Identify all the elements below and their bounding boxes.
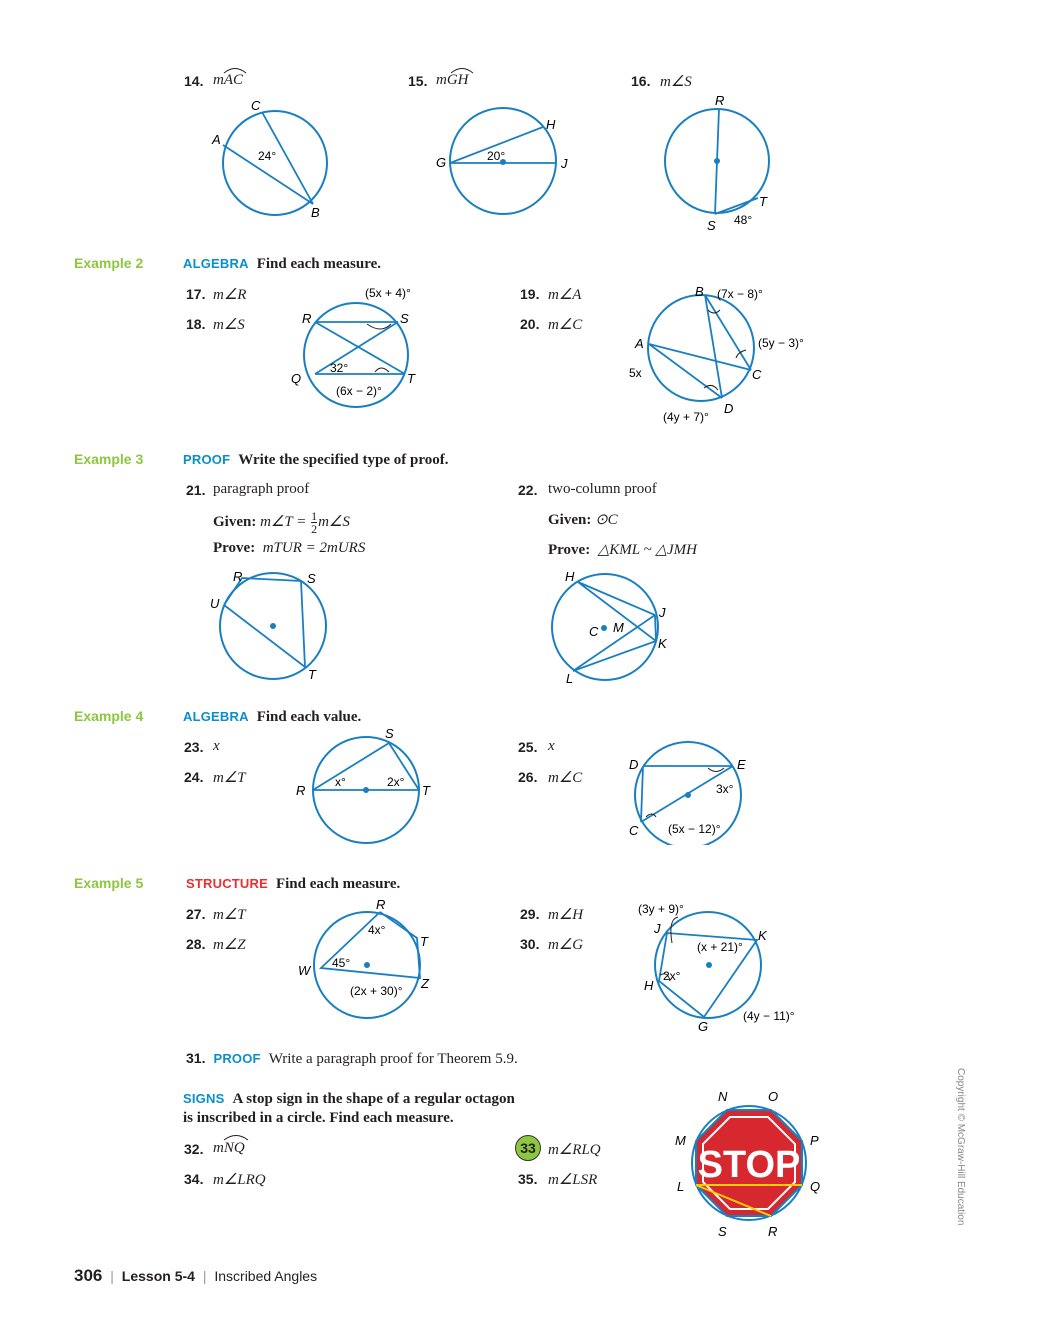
problem-27-number: 27. — [186, 906, 206, 922]
label-K: K — [758, 928, 767, 943]
problem-32-text: mNQ — [213, 1140, 245, 1156]
label-R: R — [302, 311, 312, 326]
problem-24-number: 24. — [184, 769, 204, 785]
problem-29-text: m∠H — [548, 907, 584, 923]
label-T: T — [422, 783, 430, 798]
label-S: S — [718, 1224, 727, 1239]
page-footer: 306 | Lesson 5-4 | Inscribed Angles — [74, 1266, 318, 1285]
label-S: S — [400, 311, 409, 326]
label-H: H — [565, 569, 575, 584]
label-R: R — [296, 783, 306, 798]
example-2-label: Example 2 — [74, 255, 144, 271]
label-H: H — [644, 978, 654, 993]
figure-27-28-circle — [292, 895, 442, 1020]
label-M: M — [613, 620, 624, 635]
problem-29-number: 29. — [520, 906, 540, 922]
label-S: S — [307, 571, 316, 586]
label-O: O — [768, 1089, 779, 1104]
label-S: S — [385, 726, 394, 741]
problem-16-text: m∠S — [660, 74, 692, 90]
label-K: K — [658, 636, 667, 651]
example-4-heading: ALGEBRA Find each value. — [183, 709, 362, 725]
label-W: W — [298, 963, 311, 978]
problem-20-number: 20. — [520, 316, 540, 332]
angle-20: 20° — [487, 149, 506, 163]
angle-2x: 2x° — [663, 969, 681, 983]
label-R: R — [768, 1224, 778, 1239]
angle-4y-minus-11: (4y − 11)° — [743, 1009, 795, 1023]
problem-26-text: m∠C — [548, 770, 583, 786]
problem-28-text: m∠Z — [213, 937, 246, 953]
label-Q: Q — [291, 371, 302, 386]
copyright-notice: Copyright © McGraw-Hill Education — [955, 1068, 966, 1226]
label-G: G — [436, 155, 447, 170]
problem-28-number: 28. — [186, 936, 206, 952]
problem-22-text: two-column proof — [548, 481, 657, 497]
figure-25-26-circle — [620, 735, 760, 845]
problem-21-given: Given: m∠T = $\frac{1}{2}m\angle S$ — [213, 509, 350, 536]
label-C: C — [629, 823, 639, 838]
figure-16-circle — [655, 90, 795, 235]
signs-heading-line2: is inscribed in a circle. Find each measure. — [183, 1110, 454, 1126]
figure-19-20-circle — [620, 282, 830, 427]
label-Z: Z — [421, 976, 429, 991]
problem-15-text: mGH — [436, 72, 469, 88]
angle-5y-minus-3: (5y − 3)° — [758, 336, 804, 350]
angle-3y-plus-9: (3y + 9)° — [638, 902, 684, 916]
problem-18-number: 18. — [186, 316, 206, 332]
label-J: J — [561, 156, 568, 171]
problem-30-text: m∠G — [548, 937, 584, 953]
example-2-heading: ALGEBRA Find each measure. — [183, 256, 381, 272]
page-number: 306 — [74, 1266, 103, 1285]
angle-24: 24° — [258, 149, 277, 163]
problem-17-text: m∠R — [213, 287, 247, 303]
angle-7x-minus-8: (7x − 8)° — [717, 287, 763, 301]
signs-heading-line1: SIGNS A stop sign in the shape of a regular octagon — [183, 1091, 515, 1107]
angle-x: x° — [335, 775, 346, 789]
problem-14-number: 14. — [184, 73, 204, 89]
angle-4x: 4x° — [368, 923, 386, 937]
label-T: T — [420, 934, 428, 949]
label-Q: Q — [810, 1179, 821, 1194]
problem-22-number: 22. — [518, 482, 538, 498]
label-S: S — [707, 218, 716, 233]
angle-6x-minus-2: (6x − 2)° — [336, 384, 382, 398]
label-U: U — [210, 596, 220, 611]
problem-21-number: 21. — [186, 482, 206, 498]
problem-23-number: 23. — [184, 739, 204, 755]
angle-2x-plus-30: (2x + 30)° — [350, 984, 403, 998]
figure-17-18-circle — [285, 280, 435, 415]
problem-34-text: m∠LRQ — [213, 1172, 266, 1188]
problem-15-number: 15. — [408, 73, 428, 89]
label-T: T — [407, 371, 415, 386]
label-E: E — [737, 757, 746, 772]
label-A: A — [635, 336, 644, 351]
label-R: R — [376, 897, 386, 912]
figure-15-circle — [430, 105, 580, 220]
angle-x-plus-21: (x + 21)° — [697, 940, 743, 954]
problem-23-text: x — [213, 738, 220, 754]
figure-21-circle — [200, 565, 345, 685]
angle-5x: 5x — [629, 366, 642, 380]
label-L: L — [677, 1179, 685, 1194]
label-N: N — [718, 1089, 728, 1104]
problem-20-text: m∠C — [548, 317, 583, 333]
problem-14-text: mAC — [213, 72, 243, 88]
angle-3x: 3x° — [716, 782, 734, 796]
angle-4y-plus-7: (4y + 7)° — [663, 410, 709, 424]
example-5-heading: STRUCTURE Find each measure. — [186, 876, 401, 892]
problem-22-prove: Prove: △KML ~ △JMH — [548, 542, 697, 558]
label-C: C — [251, 98, 261, 113]
label-T: T — [308, 667, 316, 682]
problem-24-text: m∠T — [213, 770, 246, 786]
problem-25-text: x — [548, 738, 555, 754]
label-R: R — [233, 569, 243, 584]
problem-17-number: 17. — [186, 286, 206, 302]
problem-19-text: m∠A — [548, 287, 582, 303]
problem-26-number: 26. — [518, 769, 538, 785]
figure-14-circle — [200, 95, 350, 225]
problem-30-number: 30. — [520, 936, 540, 952]
problem-21-text: paragraph proof — [213, 481, 310, 497]
problem-31: 31. PROOF Write a paragraph proof for Theorem 5.9. — [186, 1050, 518, 1067]
label-R: R — [715, 93, 725, 108]
label-J: J — [659, 605, 666, 620]
label-H: H — [546, 117, 556, 132]
angle-5x-plus-4: (5x + 4)° — [365, 286, 411, 300]
problem-27-text: m∠T — [213, 907, 246, 923]
problem-33-text: m∠RLQ — [548, 1142, 601, 1158]
label-T: T — [759, 194, 767, 209]
example-3-label: Example 3 — [74, 451, 144, 467]
label-P: P — [810, 1133, 819, 1148]
problem-35-text: m∠LSR — [548, 1172, 598, 1188]
problem-16-number: 16. — [631, 73, 651, 89]
example-4-label: Example 4 — [74, 708, 144, 724]
problem-18-text: m∠S — [213, 317, 245, 333]
label-J: J — [654, 921, 661, 936]
example-3-heading: PROOF Write the specified type of proof. — [183, 452, 449, 468]
label-D: D — [629, 757, 639, 772]
label-M: M — [675, 1133, 686, 1148]
problem-25-number: 25. — [518, 739, 538, 755]
problem-35-number: 35. — [518, 1171, 538, 1187]
angle-48: 48° — [734, 213, 753, 227]
label-L: L — [566, 671, 574, 686]
stop-text: STOP — [697, 1144, 801, 1186]
lesson-title: Inscribed Angles — [214, 1268, 318, 1284]
figure-29-30-circle — [630, 895, 810, 1035]
label-C: C — [752, 367, 762, 382]
problem-32-number: 32. — [184, 1141, 204, 1157]
label-B: B — [311, 205, 320, 220]
angle-32: 32° — [330, 361, 349, 375]
angle-5x-minus-12: (5x − 12)° — [668, 822, 721, 836]
figure-22-circle — [540, 565, 685, 690]
arc-mark-15 — [449, 66, 475, 74]
example-5-label: Example 5 — [74, 875, 144, 891]
arc-mark-32 — [222, 1133, 250, 1141]
lesson-label: Lesson 5-4 — [121, 1268, 195, 1284]
problem-22-given: Given: ⊙C — [548, 512, 618, 528]
angle-2x: 2x° — [387, 775, 405, 789]
angle-45: 45° — [332, 956, 351, 970]
label-B: B — [695, 284, 704, 299]
problem-19-number: 19. — [520, 286, 540, 302]
label-C: C — [589, 624, 599, 639]
problem-21-prove: Prove: mTUR = 2mURS — [213, 540, 366, 556]
figure-23-24-circle — [290, 722, 440, 847]
problem-33-badge: 33 — [515, 1135, 541, 1161]
problem-34-number: 34. — [184, 1171, 204, 1187]
stop-sign-figure — [665, 1085, 835, 1245]
arc-mark-14 — [222, 66, 248, 74]
label-G: G — [698, 1019, 709, 1034]
label-D: D — [724, 401, 734, 416]
label-A: A — [212, 132, 221, 147]
